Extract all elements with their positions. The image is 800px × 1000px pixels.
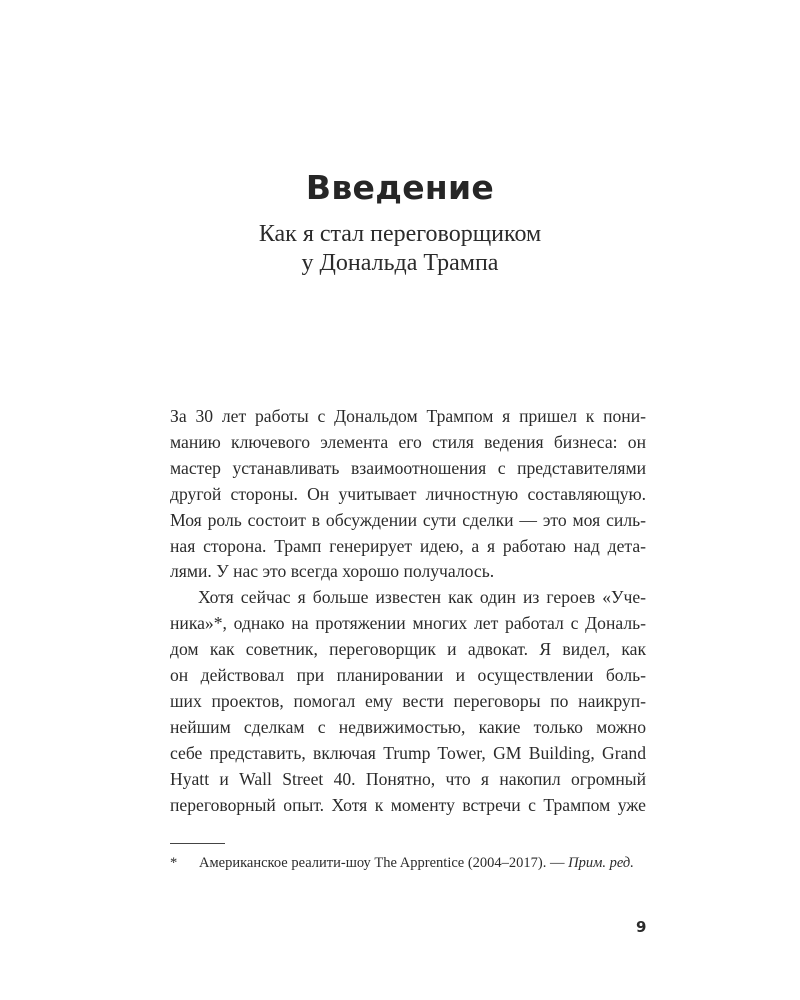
- text-line: ника»*, однако на протяжении многих лет работал с Дональ-: [170, 613, 646, 634]
- text-line: другой стороны. Он учитывает личностную составляющую.: [170, 483, 646, 504]
- footnote-main-text: Американское реалити-шоу The Apprentice (2004–2017). —: [199, 855, 569, 871]
- text-line: лями. У нас это всегда хорошо получалось.: [170, 561, 495, 582]
- footnote: [170, 853, 646, 874]
- text-line: Hyatt и Wall Street 40. Понятно, что я накопил огромный: [170, 768, 646, 789]
- text-line: ших проектов, помогал ему вести переговоры по наикруп-: [170, 690, 646, 711]
- footnote-divider: [170, 843, 225, 844]
- text-line: Хотя сейчас я больше известен как один из героев «Уче-: [198, 587, 646, 608]
- chapter-title: Введение: [305, 168, 495, 207]
- footnote-text: [199, 853, 646, 874]
- paragraph-2: [170, 585, 646, 818]
- paragraph-1: [170, 404, 646, 585]
- subtitle-line: у Дональда Трампа: [301, 250, 499, 276]
- page-number: 9: [636, 918, 647, 936]
- body-text: [170, 404, 646, 819]
- text-line: ная сторона. Трамп генерирует идею, а я работаю над дета-: [170, 535, 646, 556]
- text-line: он действовал при планировании и осуществлении боль-: [170, 665, 646, 686]
- text-line: манию ключевого элемента его стиля ведения бизнеса: он: [170, 431, 646, 452]
- text-line: переговорный опыт. Хотя к моменту встречи с Трампом уже: [170, 794, 646, 815]
- text-line: За 30 лет работы с Дональдом Трампом я пришел к пони-: [170, 406, 646, 426]
- footnote-marker: *: [170, 855, 178, 871]
- text-line: нейшим сделкам с недвижимостью, какие только можно: [170, 716, 646, 737]
- text-line: дом как советник, переговорщик и адвокат. Я видел, как: [170, 639, 646, 660]
- subtitle-line: Как я стал переговорщиком: [258, 221, 542, 247]
- chapter-subtitle: [0, 220, 800, 278]
- text-line: себе представить, включая Trump Tower, GM Building, Grand: [170, 742, 646, 763]
- text-line: мастер устанавливать взаимоотношения с представителями: [170, 457, 646, 478]
- footnote-editor-note: Прим. ред.: [568, 855, 634, 871]
- text-line: Моя роль состоит в обсуждении сути сделки — это моя силь-: [170, 509, 646, 530]
